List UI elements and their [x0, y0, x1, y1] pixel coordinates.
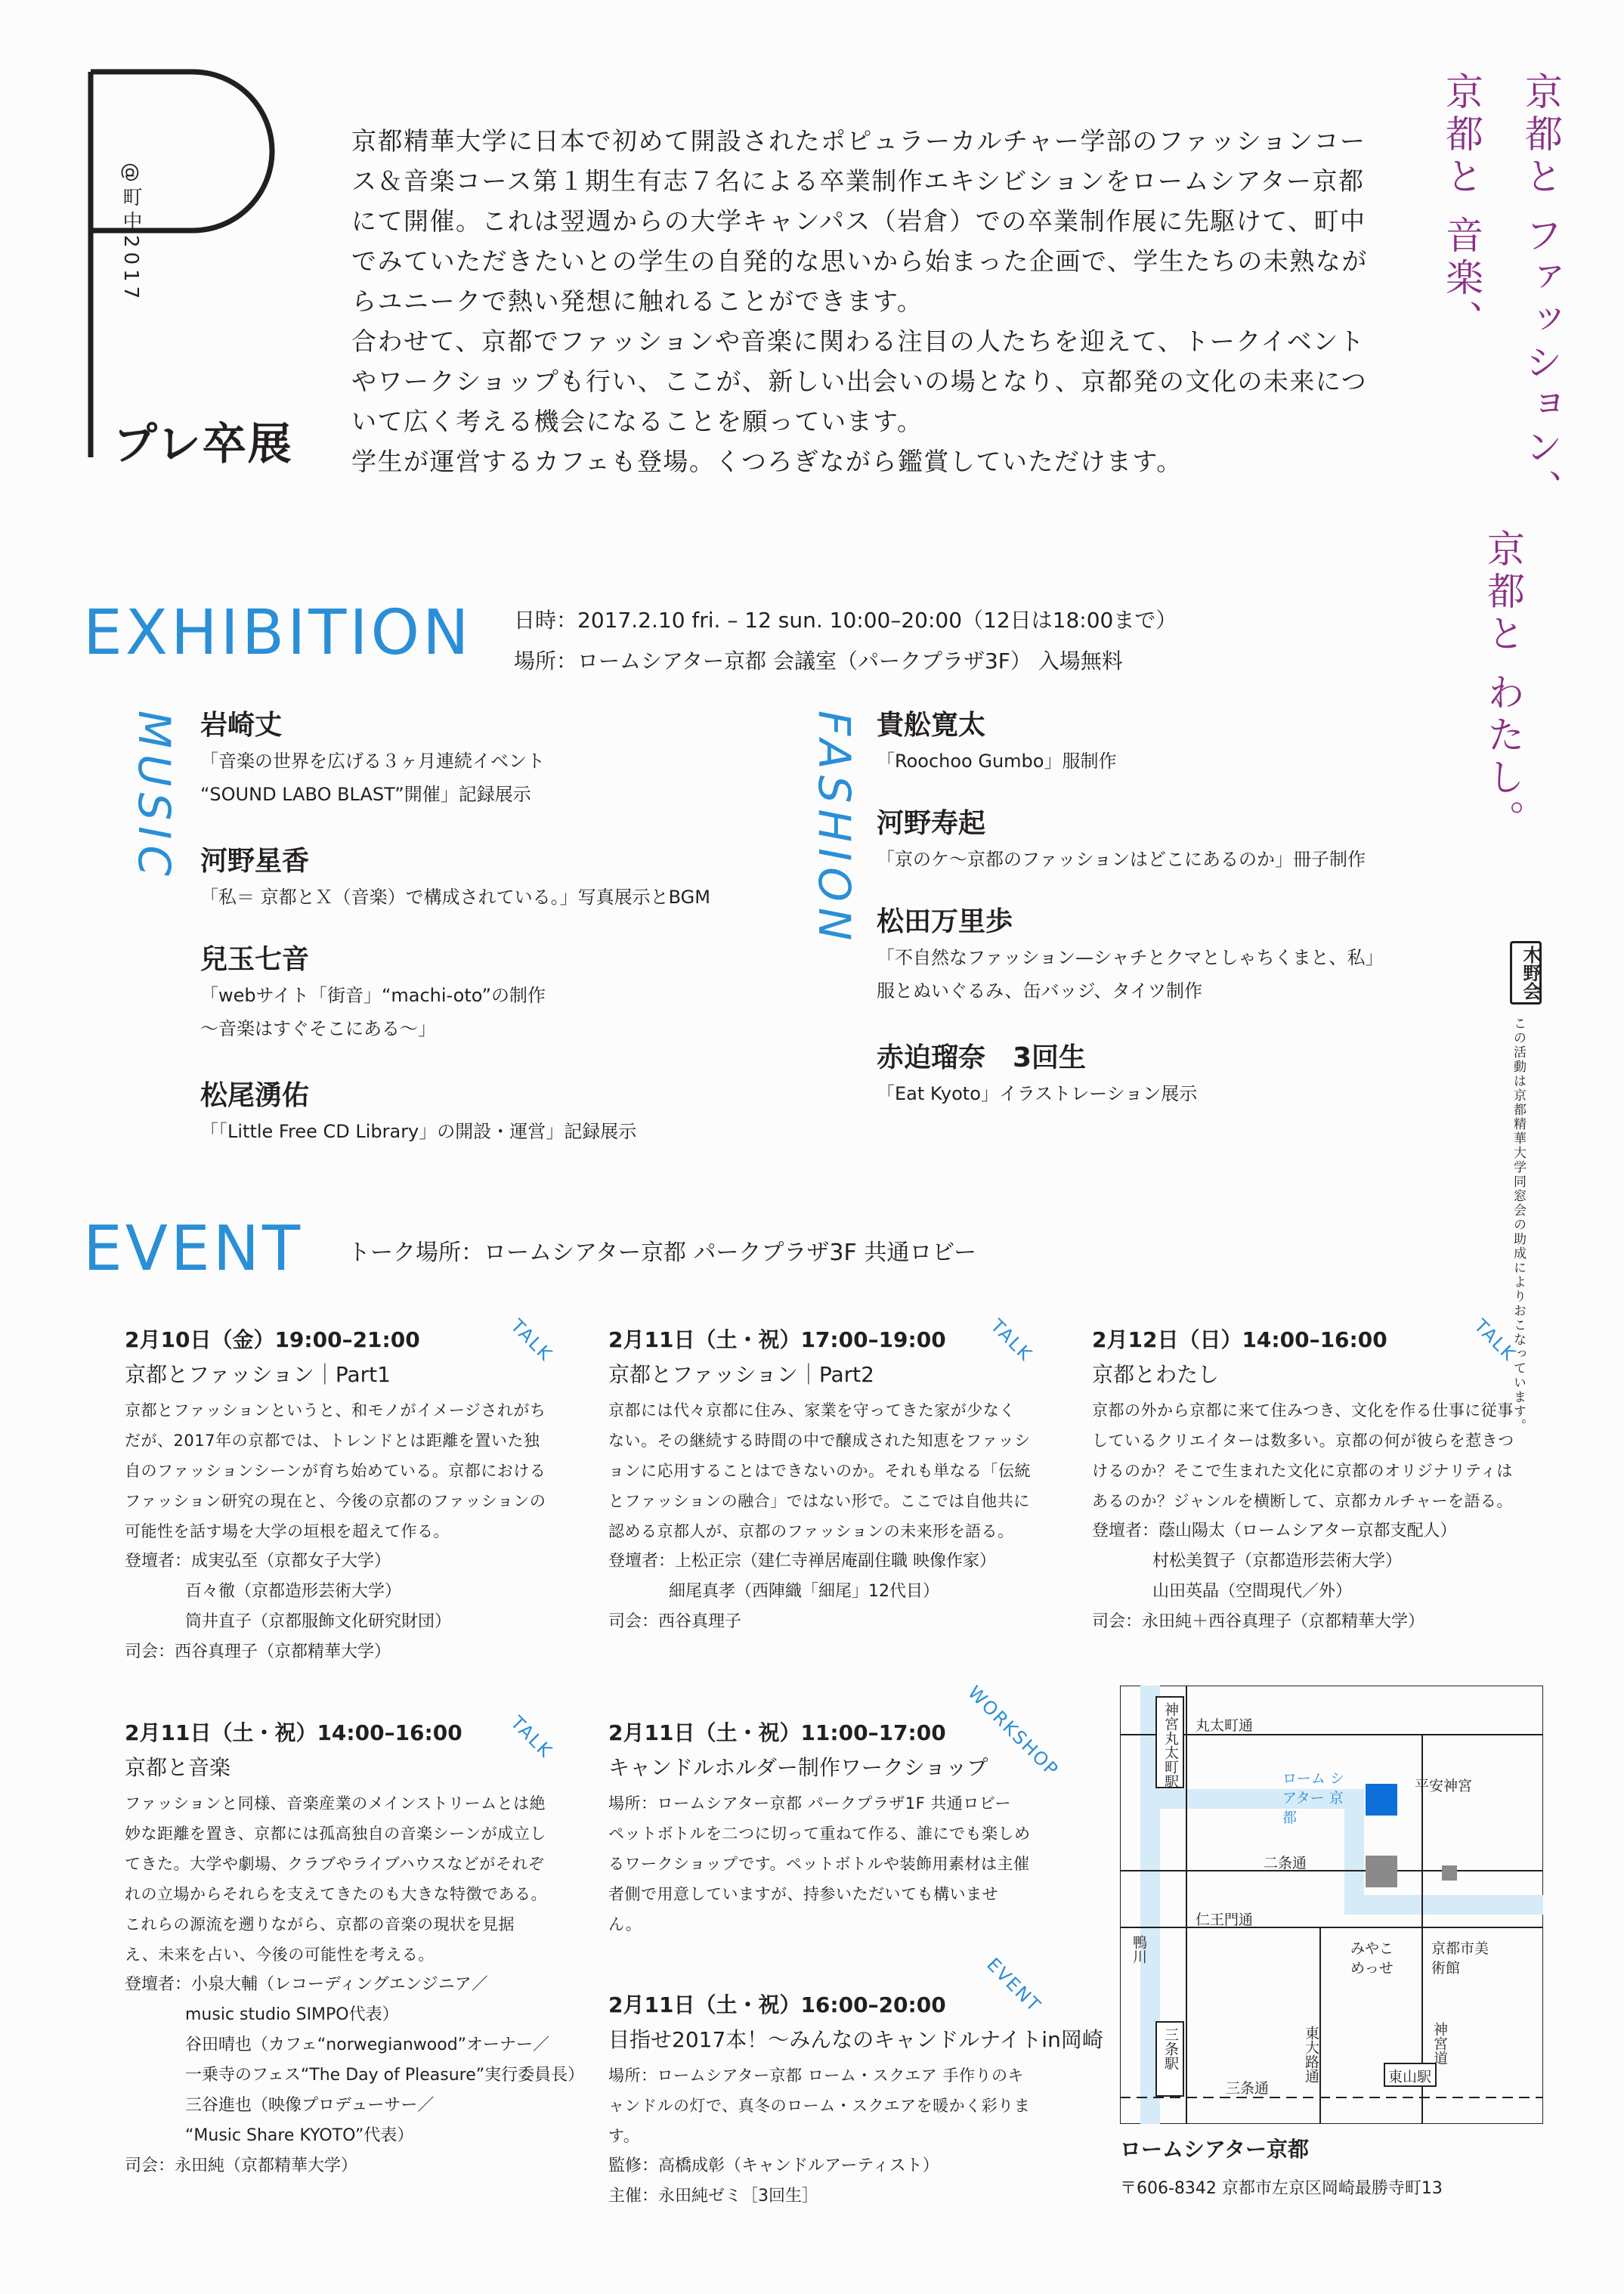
event-title: 京都とファッション｜Part1 — [125, 1362, 391, 1387]
sponsor-logo — [1510, 941, 1540, 1001]
artist-fashion-4 — [877, 1039, 1557, 1110]
map-river-kamo: 鴨川 — [1131, 1935, 1147, 1964]
event-title: キャンドルホルダー制作ワークショップ — [608, 1755, 988, 1780]
artist-desc: 服とぬいぐるみ、缶バッジ、タイツ制作 — [877, 980, 1203, 1001]
artist-desc: 「音楽の世界を広げる３ヶ月連続イベント — [200, 751, 545, 772]
artist-fashion-1 — [877, 707, 1557, 778]
event-date: 2月11日（土・祝）11:00–17:00 — [608, 1720, 946, 1745]
event-date: 2月11日（土・祝）16:00–20:00 — [608, 1992, 946, 2017]
artist-music-2 — [200, 843, 880, 914]
event-date: 2月12日（日）14:00–16:00 — [1092, 1327, 1387, 1352]
event-speaker: 筒井直子（京都服飾文化研究財団） — [185, 1612, 452, 1631]
event-speaker: 山田英晶（空間現代／外） — [1152, 1582, 1353, 1601]
logo-subtitle: @町中2017 — [119, 163, 142, 304]
map-road-sanjo: 三条通 — [1226, 2080, 1270, 2097]
event-body: ファッションと同様、音楽産業のメインストリームとは絶妙な距離を置き、京都には孤高独自の音楽シーンが成立してきた。大学や劇場、クラブやライブハウスなどがそれぞれの立場からそれらを支えてきたのも大きな特徴である。これらの源流を遡りながら、京都の音楽の現状を見据え、未来を占い、今後の可能性を考える。 — [125, 1794, 547, 1964]
artist-name: 岩崎丈 — [200, 710, 283, 741]
event-speaker: 登壇者：小泉大輔（レコーディングエンジニア／ — [125, 1975, 488, 1994]
event-moderator: 司会：西谷真理子（京都精華大学） — [125, 1642, 391, 1661]
event-speaker: 谷田晴也（カフェ“norwegianwood”オーナー／ — [185, 2035, 550, 2054]
event-body: 場所：ロームシアター京都 ローム・スクエア 手作りのキャンドルの灯で、真冬のローム・スクエアを暖かく彩ります。 — [608, 2066, 1031, 2145]
map-road-higashioji: 東大路通 — [1303, 2026, 1319, 2083]
fashion-label: FASHION — [809, 710, 860, 947]
tagline-col-2: 京都と 音楽、 — [1440, 72, 1483, 342]
map-road-niomon: 仁王門通 — [1196, 1912, 1254, 1928]
artist-name: 赤迫瑠奈 3回生 — [877, 1042, 1087, 1073]
event-supervisor: 監修：高橋成彰（キャンドルアーティスト） — [608, 2156, 939, 2175]
event-date: 2月11日（土・祝）14:00–16:00 — [125, 1720, 462, 1745]
tagline-col-1: 京都と ファッション、 — [1519, 72, 1563, 512]
event-moderator: 司会：永田純（京都精華大学） — [125, 2156, 358, 2175]
event-title: 京都と音楽 — [125, 1755, 231, 1780]
exhibition-date: 日時：2017.2.10 fri. – 12 sun. 10:00–20:00（12日は18:00まで） — [514, 608, 1177, 633]
event-item-5 — [608, 1716, 1032, 1940]
map-station-sanjo: 三条駅 — [1162, 2027, 1179, 2070]
artist-desc: 「不自然なファッション—シャチとクマとしゃちくまと、私」 — [877, 947, 1384, 968]
artist-fashion-2 — [877, 805, 1557, 876]
map-kyoto-art-museum: 京都市美術館 — [1431, 1940, 1489, 1977]
event-title: EVENT — [83, 1213, 304, 1285]
event-body: 場所：ロームシアター京都 パークプラザ1F 共通ロビー ペットボトルを二つに切って重ねて作る、誰にでも楽しめるワークショップです。ペットボトルや装飾用素材は主催者側で用意していますが、持参いただいても構いません。 — [608, 1794, 1031, 1933]
event-tag: WORKSHOP — [964, 1682, 1063, 1782]
map-miyako-messe: みやこめっせ — [1350, 1940, 1394, 1977]
intro-paragraph-2: 合わせて、京都でファッションや音楽に関わる注目の人たちを迎えて、トークイベントやワークショップも行い、ここが、新しい出会いの場となり、京都発の文化の未来について広く考える機会になることを願っています。 — [351, 327, 1368, 436]
map-road-jingumichi: 神宮道 — [1431, 2022, 1448, 2065]
event-item-3 — [1092, 1323, 1515, 1637]
map-graphic — [1120, 1686, 1543, 2124]
map-station-higashiyama: 東山駅 — [1388, 2069, 1432, 2085]
footer-venue-name: ロームシアター京都 — [1120, 2137, 1310, 2162]
event-moderator: 司会：西谷真理子 — [608, 1612, 742, 1631]
event-speaker: 百々徹（京都造形芸術大学） — [185, 1582, 402, 1601]
artist-name: 兒玉七音 — [200, 944, 310, 975]
event-moderator: 司会：永田純＋西谷真理子（京都精華大学） — [1092, 1612, 1425, 1631]
artist-name: 貴舩寛太 — [877, 710, 986, 741]
event-speaker: 三谷進也（映像プロデューサー／ — [185, 2096, 435, 2115]
event-speaker: 登壇者：成実弘至（京都女子大学） — [125, 1552, 391, 1571]
exhibition-place: 場所：ロームシアター京都 会議室（パークプラザ3F） 入場無料 — [514, 649, 1123, 673]
artist-name: 松尾湧佑 — [200, 1080, 310, 1111]
map-station-jingu-marutamachi: 神宮丸太町駅 — [1162, 1702, 1179, 1788]
artist-desc: 「京のケ〜京都のファッションはどこにあるのか」冊子制作 — [877, 849, 1366, 870]
intro-text — [351, 121, 1379, 481]
artist-desc: “SOUND LABO BLAST”開催」記録展示 — [200, 784, 531, 805]
event-organizer: 主催：永田純ゼミ［3回生］ — [608, 2187, 818, 2206]
event-speaker: 登壇者：蔭山陽太（ロームシアター京都支配人） — [1092, 1522, 1457, 1540]
event-speaker: music studio SIMPO代表） — [185, 2005, 399, 2024]
map-rohm-theatre: ローム シアター 京都 — [1282, 1770, 1345, 1826]
event-item-4 — [125, 1716, 585, 2181]
event-speaker: 細尾真孝（西陣織「細尾」12代目） — [669, 1582, 939, 1601]
artist-name: 松田万里歩 — [877, 906, 1013, 937]
event-venue: トーク場所：ロームシアター京都 パークプラザ3F 共通ロビー — [348, 1240, 977, 1266]
sponsor-logo-text: 木野会 — [1510, 941, 1542, 1005]
map-road-marutamachi: 丸太町通 — [1196, 1717, 1254, 1734]
map-heian-jingu: 平安神宮 — [1415, 1778, 1473, 1794]
event-item-1 — [125, 1323, 548, 1667]
event-tag: TALK — [506, 1315, 557, 1366]
event-date: 2月11日（土・祝）17:00–19:00 — [608, 1327, 946, 1352]
artist-name: 河野星香 — [200, 846, 310, 877]
event-speaker: 一乗寺のフェス“The Day of Pleasure”実行委員長） — [185, 2066, 585, 2085]
event-title: 目指せ2017本！〜みんなのキャンドルナイトin岡崎 — [608, 2027, 1103, 2052]
event-body: 京都には代々京都に住み、家業を守ってきた家が少なくない。その継続する時間の中で醸成された知恵をファッションに応用することはできないのか。それも単なる「伝統とファッションの融合」ではない形で。ここでは自他共に認める京都人が、京都のファッションの未来形を語る。 — [608, 1401, 1031, 1540]
artist-desc: 「私＝ 京都とＸ（音楽）で構成されている。」写真展示とBGM — [200, 887, 710, 908]
artist-desc: 「「Little Free CD Library」の開設・運営」記録展示 — [200, 1121, 637, 1142]
event-speaker: 村松美賀子（京都造形芸術大学） — [1152, 1552, 1403, 1571]
artist-music-1 — [200, 707, 880, 811]
artist-desc: 「Roochoo Gumbo」服制作 — [877, 751, 1117, 772]
event-tag: TALK — [1470, 1315, 1520, 1366]
event-body: 京都の外から京都に来て住みつき、文化を作る仕事に従事しているクリエイターは数多い。京都の何が彼らを惹きつけるのか？そこで生まれた文化に京都のオリジナリティはあるのか？ジャンルを横断して、京都カルチャーを語る。 — [1092, 1401, 1514, 1510]
footer-address: 〒606-8342 京都市左京区岡崎最勝寺町13 — [1120, 2179, 1443, 2198]
access-map — [1120, 1686, 1543, 2124]
artist-desc: 「webサイト「街音」“machi-oto”の制作 — [200, 985, 546, 1006]
intro-paragraph-1: 京都精華大学に日本で初めて開設されたポピュラーカルチャー学部のファッションコース＆音楽コース第１期生有志７名による卒業制作エキシビションをロームシアター京都にて開催。これは翌週からの大学キャンパス（岩倉）での卒業制作展に先駆けて、町中でみていただきたいとの学生の自発的な思いから始まった企画で、学生たちの未熟ながらユニークで熱い発想に触れることができます。 — [351, 126, 1368, 316]
intro-paragraph-3: 学生が運営するカフェも登場。くつろぎながら鑑賞していただけます。 — [351, 447, 1183, 476]
event-body: 京都とファッションというと、和モノがイメージされがちだが、2017年の京都では、トレンドとは距離を置いた独自のファッションシーンが育ち始めている。京都におけるファッション研究の現在と、今後の京都のファッションの可能性を話す場を大学の垣根を超えて作る。 — [125, 1401, 546, 1540]
artist-desc: 「Eat Kyoto」イラストレーション展示 — [877, 1083, 1198, 1104]
sponsor-note: この活動は京都精華大学同窓会の助成によりおこなっています。 — [1511, 1017, 1526, 1433]
event-item-2 — [608, 1323, 1032, 1637]
event-speaker: 登壇者：上松正宗（建仁寺禅居庵副住職 映像作家） — [608, 1552, 996, 1571]
event-tag: TALK — [506, 1712, 557, 1763]
event-title: 京都とファッション｜Part2 — [608, 1362, 874, 1387]
event-title: 京都とわたし — [1092, 1362, 1220, 1387]
exhibition-title: EXHIBITION — [83, 597, 472, 669]
artist-music-3 — [200, 941, 880, 1045]
event-date: 2月10日（金）19:00–21:00 — [125, 1327, 420, 1352]
event-tag: EVENT — [982, 1954, 1046, 2017]
artist-fashion-3 — [877, 903, 1557, 1008]
logo-title: プレ卒展 — [113, 418, 293, 469]
artist-desc: 〜音楽はすぐそこにある〜」 — [200, 1018, 436, 1039]
artist-music-4 — [200, 1077, 880, 1148]
event-tag: TALK — [986, 1315, 1037, 1366]
event-item-6 — [608, 1988, 1103, 2212]
tagline-col-3: 京都と わたし。 — [1481, 529, 1525, 842]
music-label: MUSIC — [128, 710, 180, 882]
event-speaker: “Music Share KYOTO”代表） — [185, 2126, 414, 2145]
map-road-nijo: 二条通 — [1264, 1855, 1307, 1871]
artist-name: 河野寿起 — [877, 808, 986, 839]
